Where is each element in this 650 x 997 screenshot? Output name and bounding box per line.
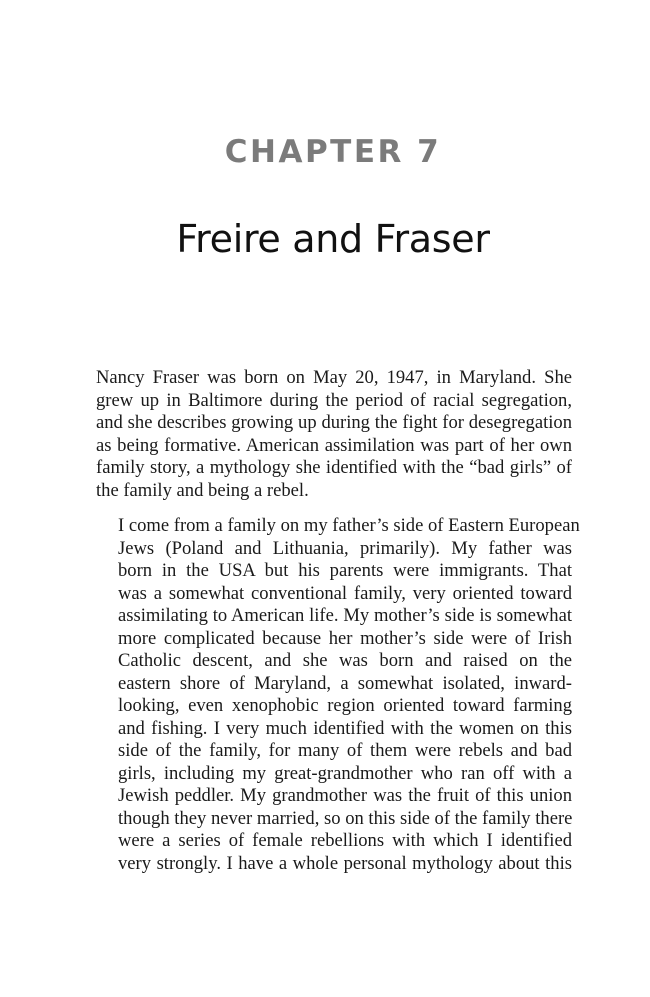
text-line: as being formative. American assimilation was part of her own (96, 434, 572, 456)
text-line: girls, including my great-grandmother who ran off with a (118, 762, 572, 784)
text-line: Jewish peddler. My grandmother was the fruit of this union (118, 785, 572, 806)
text-line: Jews (Poland and Lithuania, primarily). My father was (118, 537, 572, 559)
text-line: the family and being a rebel. (96, 479, 309, 501)
text-line: was a somewhat conventional family, very oriented toward (118, 582, 572, 604)
intro-paragraph (96, 367, 572, 502)
text-line: and fishing. I very much identified with the women on this (118, 717, 572, 739)
text-line: Catholic descent, and she was born and raised on the (118, 650, 572, 671)
text-line: very strongly. I have a whole personal mythology about this (118, 852, 572, 874)
chapter-title: Freire and Fraser (176, 217, 490, 261)
chapter-label: CHAPTER 7 (224, 134, 442, 170)
text-line: were a series of female rebellions with which I identified (118, 830, 572, 851)
text-line: side of the family, for many of them were rebels and bad (118, 740, 572, 761)
text-line: born in the USA but his parents were immigrants. That (118, 560, 572, 581)
text-line: looking, even xenophobic region oriented toward farming (118, 695, 572, 716)
text-line: Nancy Fraser was born on May 20, 1947, in Maryland. She (96, 367, 572, 388)
text-line: and she describes growing up during the fight for desegregation (96, 412, 572, 433)
text-line: I come from a family on my father’s side of Eastern European (118, 515, 580, 536)
text-line: though they never married, so on this side of the family there (118, 807, 573, 829)
text-line: assimilating to American life. My mother’s side is somewhat (118, 605, 572, 626)
text-line: eastern shore of Maryland, a somewhat isolated, inward- (118, 672, 572, 694)
block-quote (118, 515, 580, 875)
text-line: more complicated because her mother’s side were of Irish (118, 627, 572, 649)
text-line: grew up in Baltimore during the period of racial segregation, (96, 389, 572, 411)
text-line: family story, a mythology she identified with the “bad girls” of (96, 457, 572, 478)
